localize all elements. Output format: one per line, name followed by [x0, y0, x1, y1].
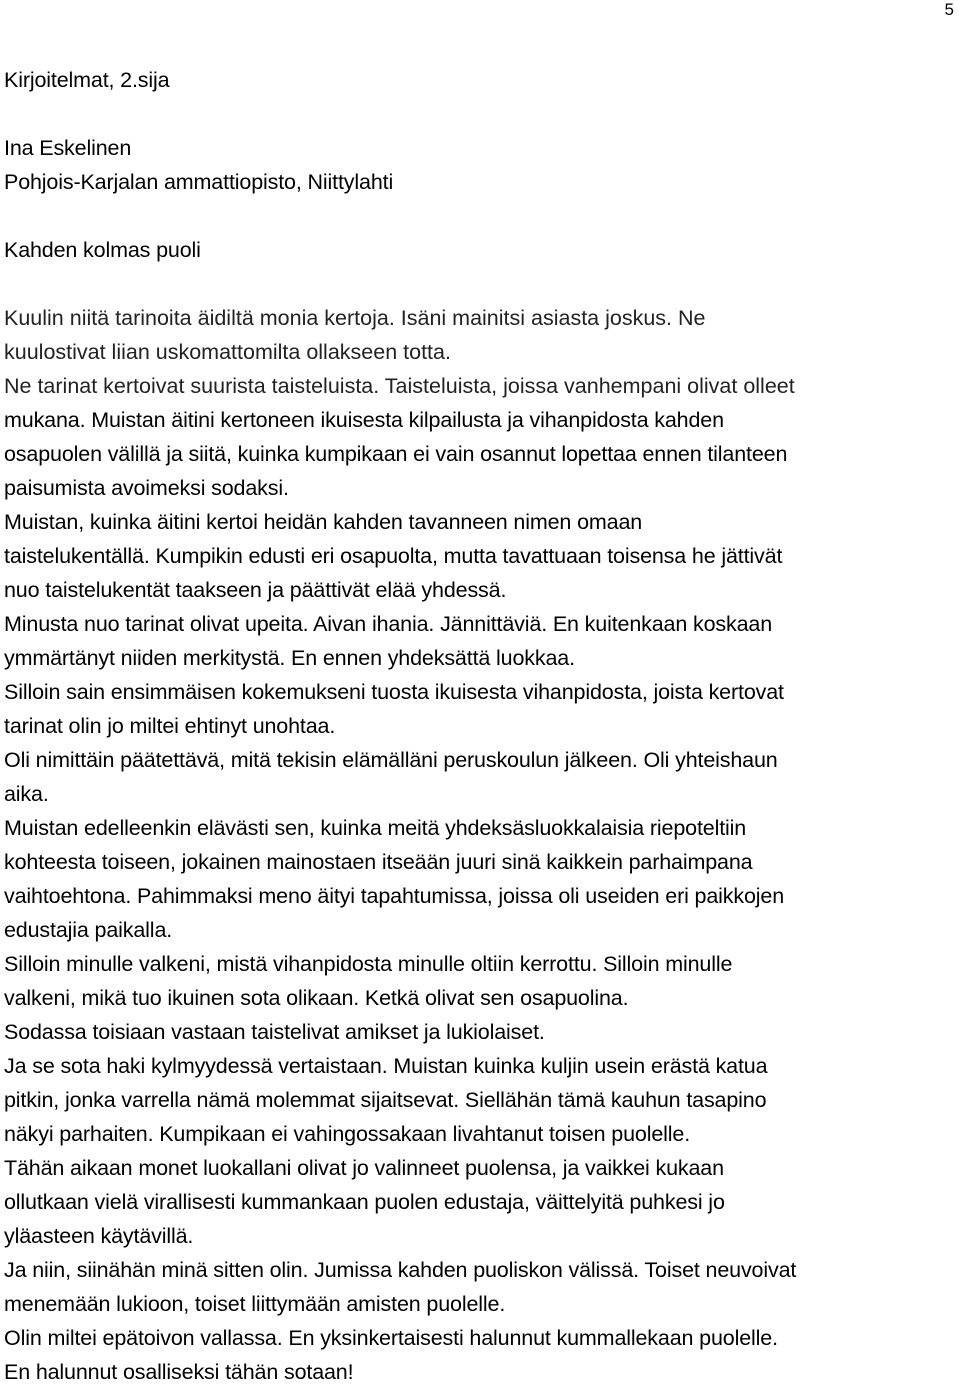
spacer [4, 199, 956, 233]
spacer [4, 97, 956, 131]
text-line: Silloin sain ensimmäisen kokemukseni tuosta ikuisesta vihanpidosta, joista kertovat [4, 680, 784, 704]
spacer [4, 267, 956, 301]
text-line: vaihtoehtona. Pahimmaksi meno äityi tapahtumissa, joissa oli useiden eri paikkojen [4, 884, 785, 908]
text-line: Sodassa toisiaan vastaan taistelivat amikset ja lukiolaiset. [4, 1020, 545, 1044]
text-line: mukana. Muistan äitini kertoneen ikuisesta kilpailusta ja vihanpidosta kahden [4, 408, 724, 432]
text-line: edustajia paikalla. [4, 918, 173, 942]
text-line: Muistan edelleenkin elävästi sen, kuinka meitä yhdeksäsluokkalaisia riepoteltiin [4, 816, 747, 840]
text-line: näkyi parhaiten. Kumpikaan ei vahingossakaan livahtanut toisen puolelle. [4, 1122, 691, 1146]
text-line: Ja niin, siinähän minä sitten olin. Jumissa kahden puoliskon välissä. Toiset neuvoivat [4, 1258, 797, 1282]
text-line: paisumista avoimeksi sodaksi. [4, 476, 289, 500]
text-line: yläasteen käytävillä. [4, 1224, 194, 1248]
document-body [4, 63, 956, 1389]
text-line: menemään lukioon, toiset liittymään amisten puolelle. [4, 1292, 506, 1316]
text-line: valkeni, mikä tuo ikuinen sota olikaan. Ketkä olivat sen osapuolina. [4, 986, 629, 1010]
text-line: Silloin minulle valkeni, mistä vihanpidosta minulle oltiin kerrottu. Silloin minulle [4, 952, 733, 976]
text-line: En halunnut osalliseksi tähän sotaan! [4, 1360, 354, 1384]
text-line: Ne tarinat kertoivat suurista taisteluista. Taisteluista, joissa vanhempani olivat olleet [4, 374, 795, 398]
text-line: osapuolen välillä ja siitä, kuinka kumpikaan ei vain osannut lopettaa ennen tilanteen [4, 442, 788, 466]
text-line: aika. [4, 782, 49, 806]
text-line: ollutkaan vielä virallisesti kummankaan puolen edustaja, väittelyitä puhkesi jo [4, 1190, 725, 1214]
text-line: pitkin, jonka varrella nämä molemmat sijaitsevat. Siellähän tämä kauhun tasapino [4, 1088, 767, 1112]
text-line: taistelukentällä. Kumpikin edusti eri osapuolta, mutta tavattuaan toisensa he jättivät [4, 544, 783, 568]
school-name: Pohjois-Karjalan ammattiopisto, Niittylahti [4, 170, 394, 194]
text-line: Ja se sota haki kylmyydessä vertaistaan. Muistan kuinka kuljin usein erästä katua [4, 1054, 768, 1078]
text-line: tarinat olin jo miltei ehtinyt unohtaa. [4, 714, 336, 738]
text-line: nuo taistelukentät taakseen ja päättivät elää yhdessä. [4, 578, 507, 602]
text-line: Tähän aikaan monet luokallani olivat jo valinneet puolensa, ja vaikkei kukaan [4, 1156, 724, 1180]
text-line: Oli nimittäin päätettävä, mitä tekisin elämälläni peruskoulun jälkeen. Oli yhteishaun [4, 748, 778, 772]
text-line: kohteesta toiseen, jokainen mainostaen itseään juuri sinä kaikkein parhaimpana [4, 850, 753, 874]
text-line: kuulostivat liian uskomattomilta ollakseen totta. [4, 340, 451, 364]
page-number: 5 [944, 0, 954, 19]
text-line: ymmärtänyt niiden merkitystä. En ennen yhdeksättä luokkaa. [4, 646, 575, 670]
text-line: Olin miltei epätoivon vallassa. En yksinkertaisesti halunnut kummallekaan puolelle. [4, 1326, 778, 1350]
author-name: Ina Eskelinen [4, 136, 132, 160]
essay-title: Kahden kolmas puoli [4, 238, 201, 262]
text-line: Minusta nuo tarinat olivat upeita. Aivan ihania. Jännittäviä. En kuitenkaan koskaan [4, 612, 773, 636]
text-line: Kuulin niitä tarinoita äidiltä monia kertoja. Isäni mainitsi asiasta joskus. Ne [4, 306, 706, 330]
category-heading: Kirjoitelmat, 2.sija [4, 68, 170, 92]
text-line: Muistan, kuinka äitini kertoi heidän kahden tavanneen nimen omaan [4, 510, 643, 534]
